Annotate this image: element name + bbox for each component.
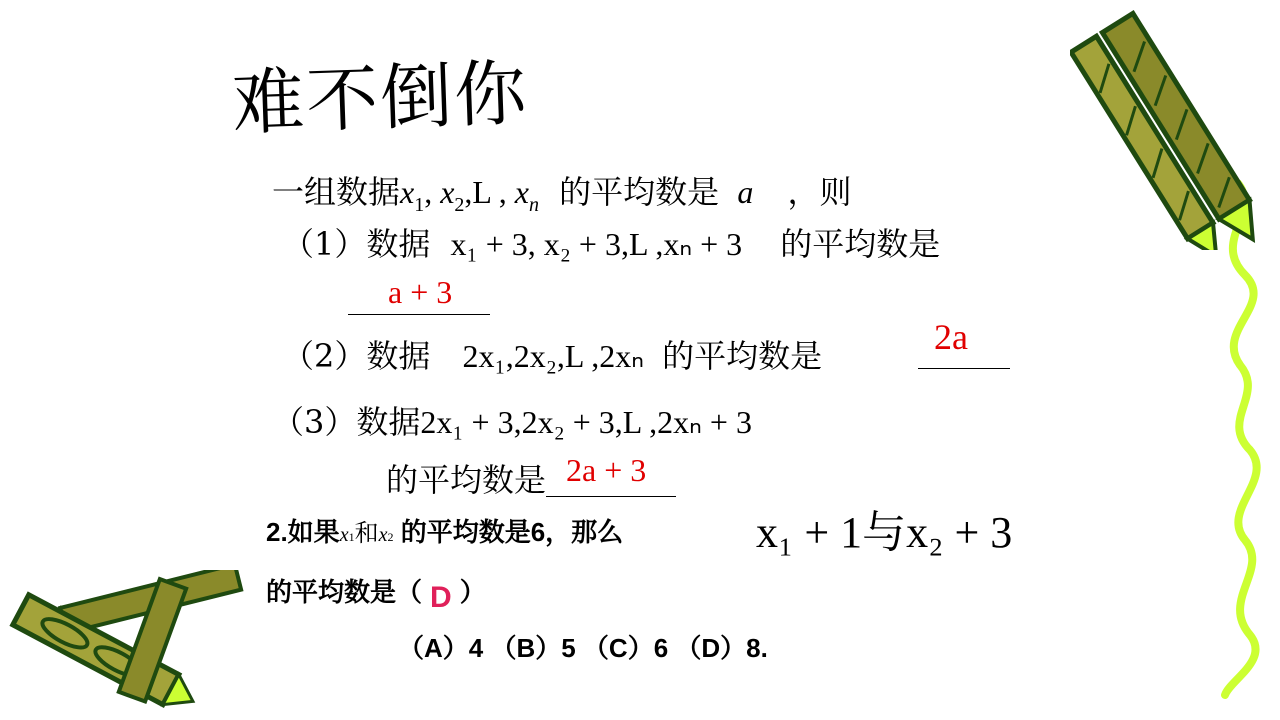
pencil-bundle-icon <box>0 570 260 715</box>
intro-tail: ，则 <box>787 173 852 211</box>
intro-variables: $x_1$, $x_2,L$ , $x_n$ <box>400 174 539 216</box>
page-title: 难不倒你 <box>230 50 530 146</box>
q3-expression: 2x₁ + 3,2x₂ + 3,L ,2xₙ + 3 <box>420 404 752 440</box>
q1-expression: x₁ + 3, x₂ + 3,L ,xₙ + 3 <box>450 226 743 262</box>
q2-expression: 2x₁,2x₂,L ,2xₙ <box>462 338 644 374</box>
q1-answer-blank <box>348 276 490 315</box>
q1-suffix: 的平均数是 <box>780 225 941 263</box>
q2-answer: 2a <box>934 317 968 357</box>
problem-2-question: 的平均数是（ <box>266 577 423 607</box>
pencil-bundle-icon <box>1070 0 1270 250</box>
q2-suffix: 的平均数是 <box>662 337 823 375</box>
problem-2-mid: 和 <box>354 519 379 547</box>
q2-label: （2）数据 <box>282 337 431 375</box>
question-3 <box>272 402 752 442</box>
intro-line <box>272 172 852 225</box>
question-3-line2 <box>386 452 676 500</box>
question-2 <box>282 336 822 376</box>
problem-2-answer: D <box>430 581 452 614</box>
problem-2-close: ） <box>459 577 486 607</box>
squiggle-decoration <box>1180 180 1280 700</box>
intro-text: 一组数据 <box>272 173 401 211</box>
q1-answer: a + 3 <box>388 274 453 310</box>
q1-label: （1）数据 <box>282 225 431 263</box>
problem-2-line2 <box>266 572 486 615</box>
q3-label: （3）数据 <box>272 403 421 441</box>
q2-answer-blank <box>918 317 1010 369</box>
problem-2-expression: x₁ + 1与x₂ + 3 <box>756 508 1013 557</box>
mean-symbol: a <box>737 174 754 210</box>
intro-text-after: 的平均数是 <box>559 173 720 211</box>
q3-answer-blank <box>546 452 676 497</box>
problem-2-suffix: 的平均数是6，那么 <box>400 517 624 547</box>
q3-suffix: 的平均数是 <box>386 461 547 499</box>
problem-2-prefix: 2.如果 <box>266 517 340 547</box>
problem-2-line1: 2.如果x1和x2 的平均数是6，那么 <box>266 517 624 547</box>
question-1 <box>282 224 940 264</box>
q3-answer: 2a + 3 <box>566 452 647 488</box>
problem-2-choices: （A）4 （B）5 （C）6 （D）8. <box>398 633 768 663</box>
